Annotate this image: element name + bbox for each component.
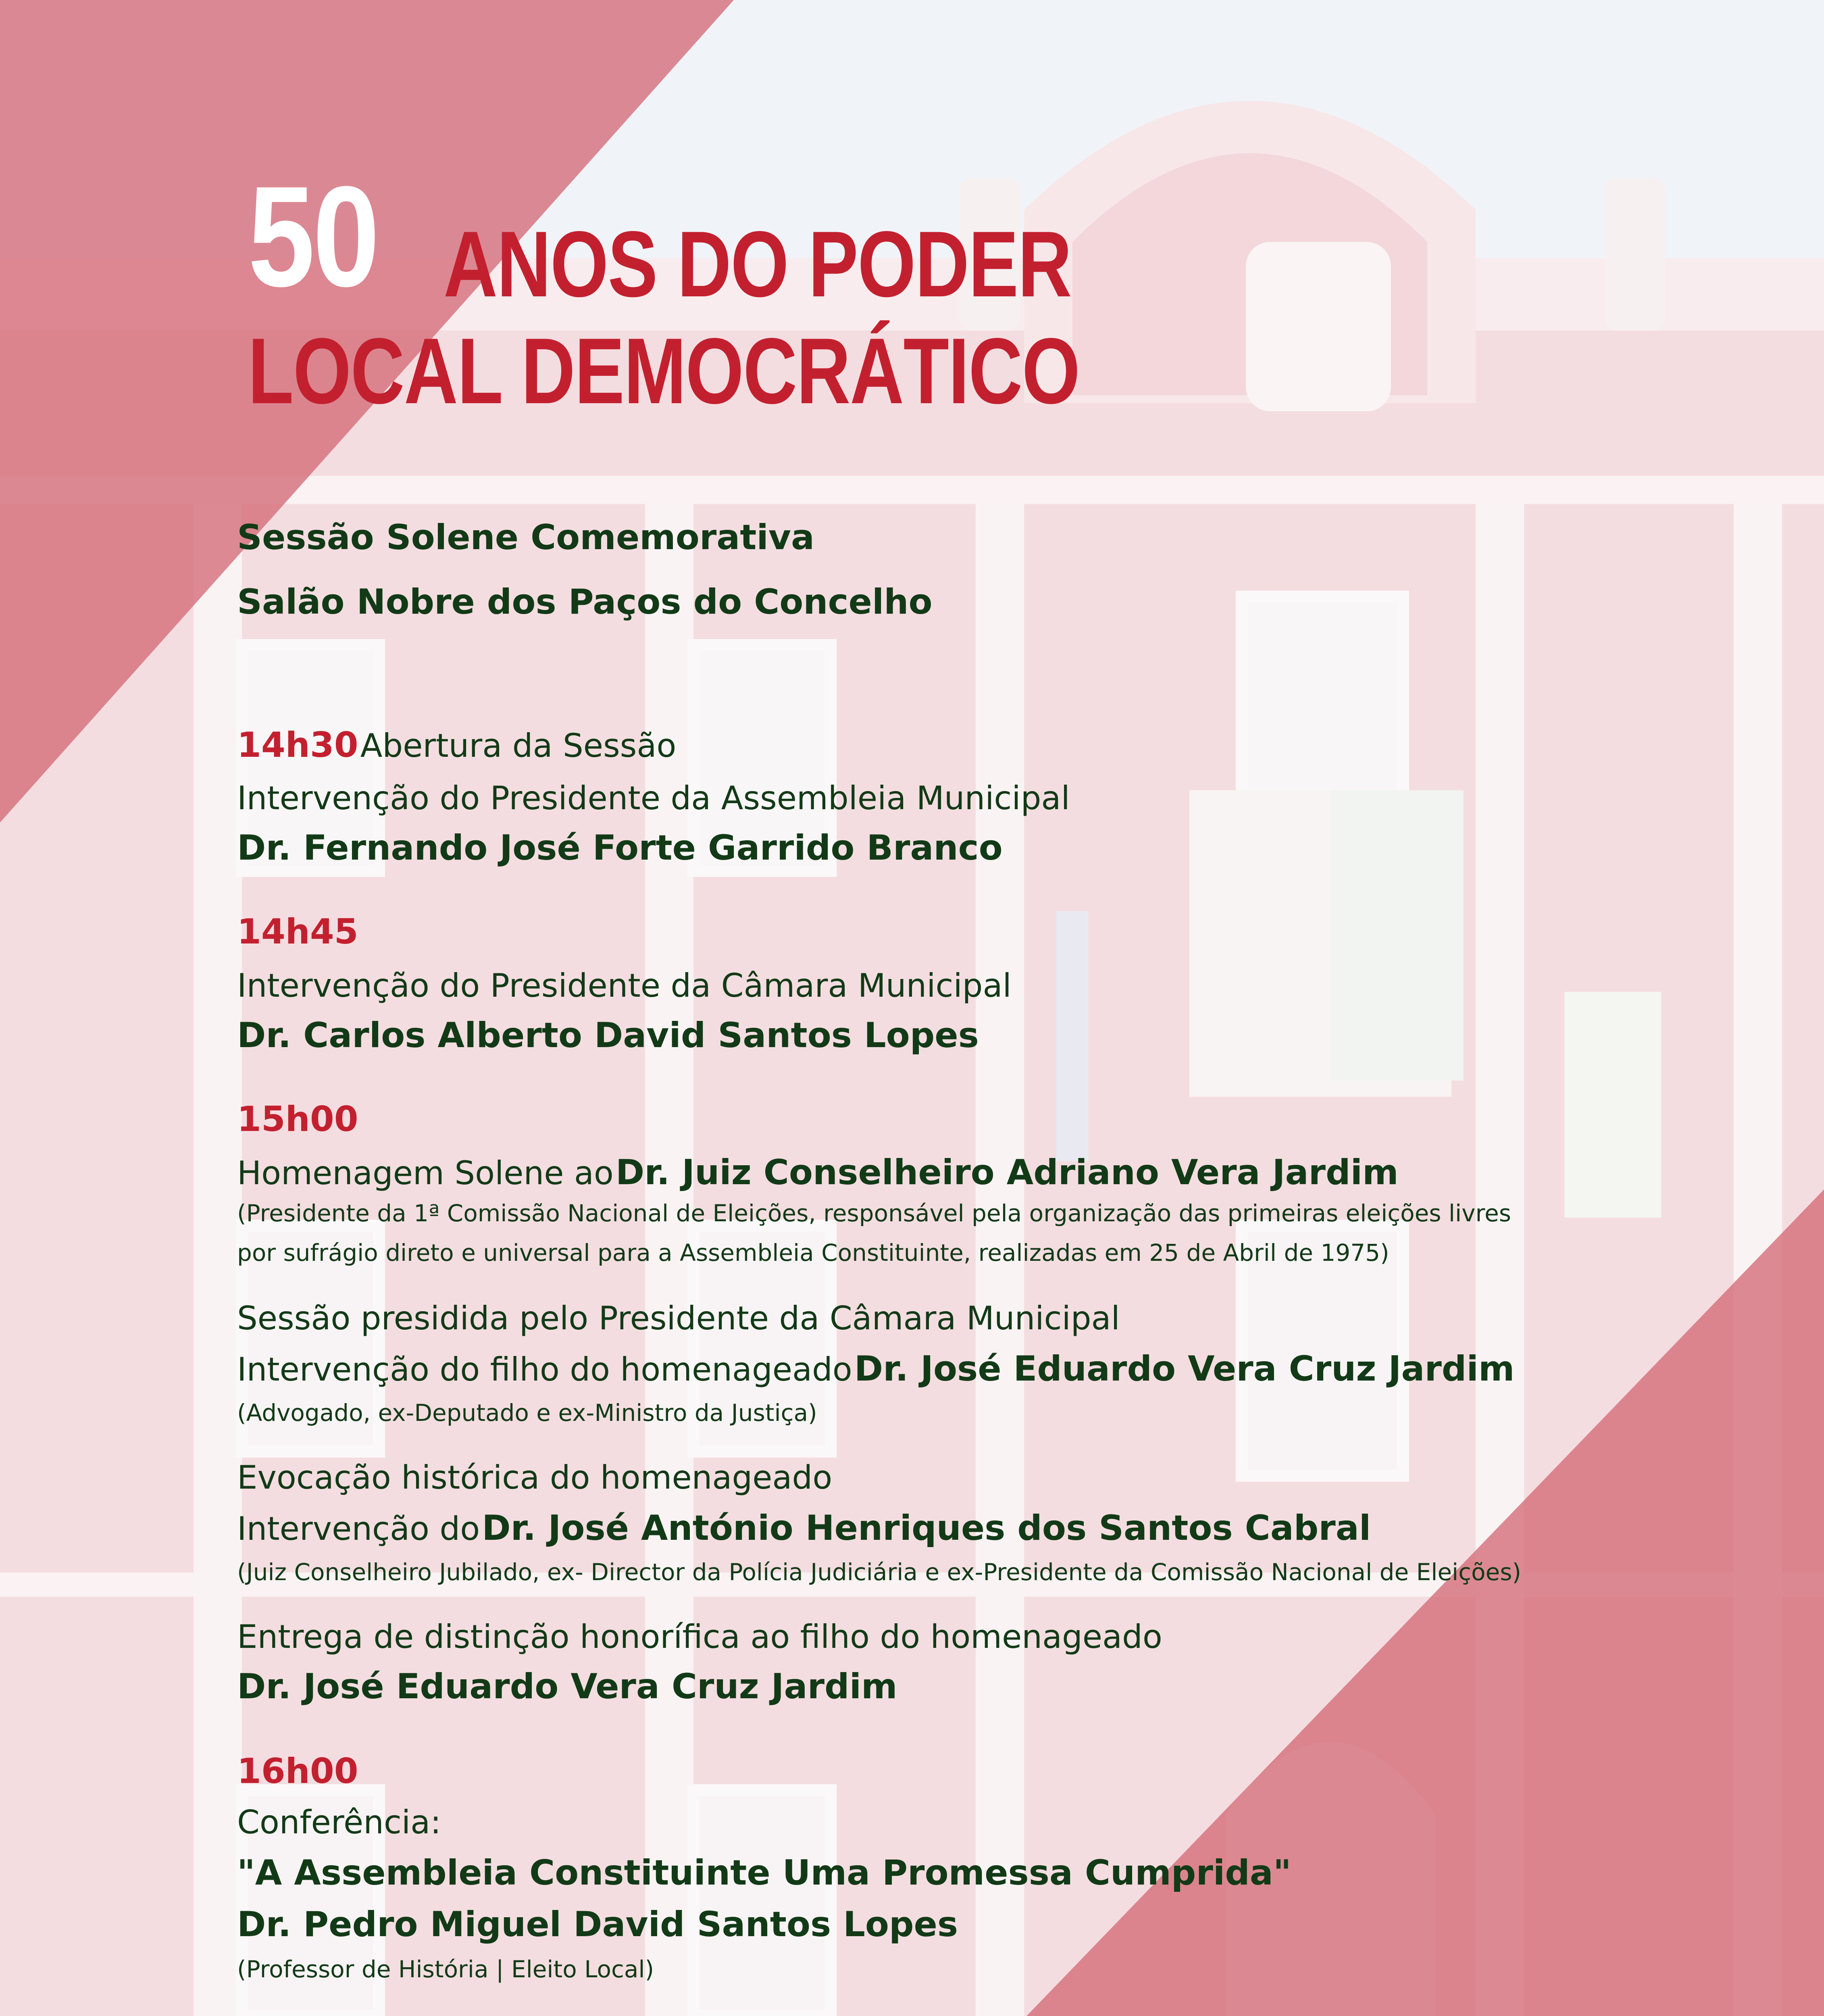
session-3-chaired: Sessão presidida pelo Presidente da Câmara Municipal xyxy=(237,1300,1120,1337)
session-3-son-note: (Advogado, ex-Deputado e ex-Ministro da Justiça) xyxy=(237,1399,817,1427)
session-3-evocation-intervention xyxy=(237,1508,1371,1548)
session-3-award: Entrega de distinção honorífica ao filho do homenageado xyxy=(237,1618,1162,1656)
session-3-note-line-2: por sufrágio direto e universal para a Assembleia Constituinte, realizadas em 25 de Abril de 1975) xyxy=(237,1239,1389,1266)
session-3-son-name: Dr. José Eduardo Vera Cruz Jardim xyxy=(854,1349,1515,1389)
title-line-1: ANOS DO PODER xyxy=(444,212,1071,317)
session-1-speaker: Dr. Fernando José Forte Garrido Branco xyxy=(237,828,1003,868)
session-3-time: 15h00 xyxy=(237,1099,358,1139)
session-3-son-intervention xyxy=(237,1349,1515,1389)
session-4-time: 16h00 xyxy=(237,1751,358,1791)
session-3-homage xyxy=(237,1152,1399,1193)
session-2-time: 14h45 xyxy=(237,912,358,952)
subtitle-line-2: Salão Nobre dos Paços do Concelho xyxy=(237,582,933,622)
session-2-speaker: Dr. Carlos Alberto David Santos Lopes xyxy=(237,1015,979,1056)
session-3-son-prefix: Intervenção do filho do homenageado xyxy=(237,1351,852,1388)
title-line-2: LOCAL DEMOCRÁTICO xyxy=(248,319,1080,423)
session-3-note-line-1: (Presidente da 1ª Comissão Nacional de Eleições, responsável pela organização das primeiras eleições livres xyxy=(237,1200,1511,1227)
session-3-evocation: Evocação histórica do homenageado xyxy=(237,1459,833,1496)
session-3-evoc-note: (Juiz Conselheiro Jubilado, ex- Director da Polícia Judiciária e ex-Presidente da Comissão Nacional de Eleições) xyxy=(237,1558,1522,1586)
session-1-heading xyxy=(237,725,677,765)
session-4-talk-title: "A Assembleia Constituinte Uma Promessa Cumprida" xyxy=(237,1853,1291,1893)
session-4-label: Conferência: xyxy=(237,1804,441,1841)
session-3-evoc-name: Dr. José António Henriques dos Santos Cabral xyxy=(482,1508,1371,1548)
session-3-homage-name: Dr. Juiz Conselheiro Adriano Vera Jardim xyxy=(615,1152,1399,1193)
session-1-label: Abertura da Sessão xyxy=(360,727,677,764)
session-1-time: 14h30 xyxy=(237,725,358,765)
session-3-evoc-prefix: Intervenção do xyxy=(237,1510,480,1547)
session-4-speaker: Dr. Pedro Miguel David Santos Lopes xyxy=(237,1904,958,1945)
session-4-note: (Professor de História | Eleito Local) xyxy=(237,1956,654,1983)
session-2-intervention: Intervenção do Presidente da Câmara Municipal xyxy=(237,967,1012,1004)
title-number: 50 xyxy=(248,157,378,317)
session-1-intervention: Intervenção do Presidente da Assembleia Municipal xyxy=(237,779,1070,817)
session-3-homage-prefix: Homenagem Solene ao xyxy=(237,1154,614,1192)
session-3-award-name: Dr. José Eduardo Vera Cruz Jardim xyxy=(237,1666,897,1707)
subtitle-line-1: Sessão Solene Comemorativa xyxy=(237,517,814,558)
